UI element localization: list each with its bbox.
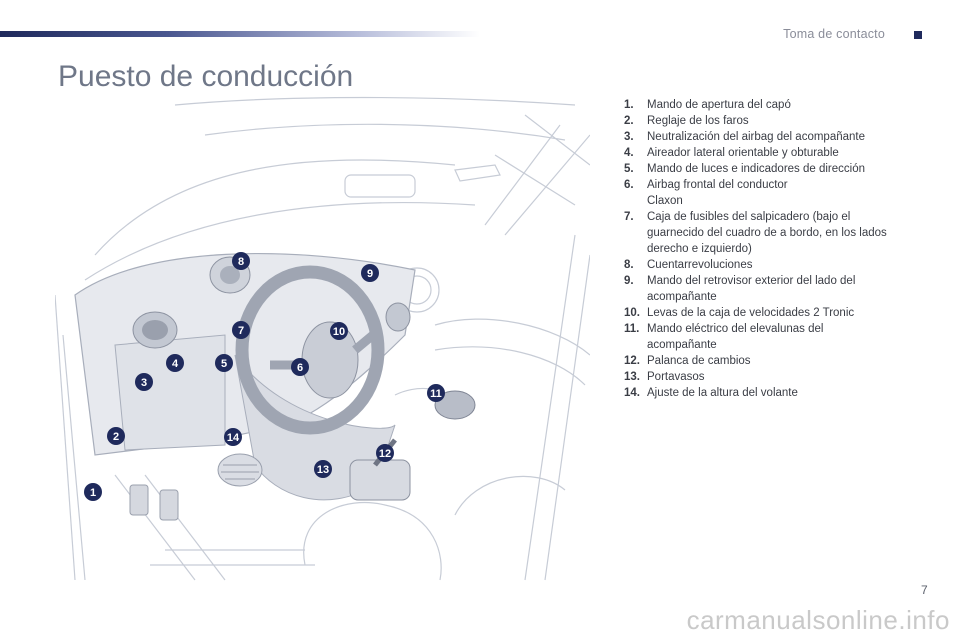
svg-text:6: 6: [296, 362, 304, 374]
legend-text: Portavasos: [647, 371, 705, 383]
callout-badge-13: [314, 460, 332, 478]
legend-number: 5.: [624, 163, 634, 175]
watermark-text: carmanualsonline.info: [686, 605, 950, 635]
svg-text:12: 12: [378, 448, 392, 460]
legend-text: Airbag frontal del conductor Claxon: [647, 179, 788, 207]
legend-text: Palanca de cambios: [647, 355, 751, 367]
svg-text:5: 5: [220, 358, 228, 370]
callout-badge-12: [376, 444, 394, 462]
callout-badge-6: [291, 358, 309, 376]
legend-item: [624, 97, 894, 113]
legend-text: Cuentarrevoluciones: [647, 259, 753, 271]
svg-text:10: 10: [332, 326, 346, 338]
legend-item: [624, 273, 894, 305]
legend-number: 14.: [624, 387, 640, 399]
header-gradient-bar: [0, 31, 480, 37]
cockpit-illustration: [55, 95, 590, 585]
legend-number: 11.: [624, 323, 640, 335]
callout-badge-2: [107, 427, 125, 445]
legend-number: 13.: [624, 371, 640, 383]
svg-text:7: 7: [237, 325, 245, 337]
legend-item: [624, 321, 894, 353]
legend-item: [624, 209, 894, 257]
legend-item: [624, 113, 894, 129]
component-legend: [624, 97, 894, 401]
legend-text: Reglaje de los faros: [647, 115, 749, 127]
legend-item: [624, 369, 894, 385]
svg-text:14: 14: [226, 432, 240, 444]
legend-text: Mando de apertura del capó: [647, 99, 791, 111]
callout-badge-3: [135, 373, 153, 391]
legend-text: Ajuste de la altura del volante: [647, 387, 798, 399]
legend-item: [624, 385, 894, 401]
legend-text: Mando eléctrico del elevalunas del acompañante: [647, 323, 824, 351]
legend-number: 4.: [624, 147, 634, 159]
svg-text:3: 3: [140, 377, 148, 389]
callout-badge-11: [427, 384, 445, 402]
legend-number: 9.: [624, 275, 634, 287]
legend-item: [624, 177, 894, 209]
legend-number: 10.: [624, 307, 640, 319]
legend-number: 8.: [624, 259, 634, 271]
callout-badge-5: [215, 354, 233, 372]
page-number: 7: [921, 583, 928, 597]
legend-number: 1.: [624, 99, 634, 111]
svg-text:11: 11: [430, 388, 442, 400]
legend-text: Aireador lateral orientable y obturable: [647, 147, 839, 159]
legend-item: [624, 161, 894, 177]
legend-number: 6.: [624, 179, 634, 191]
legend-text: Neutralización del airbag del acompañante: [647, 131, 866, 143]
legend-number: 3.: [624, 131, 634, 143]
svg-text:1: 1: [89, 487, 97, 499]
section-title: Toma de contacto: [783, 27, 885, 41]
callout-badge-8: [232, 252, 250, 270]
legend-number: 2.: [624, 115, 634, 127]
svg-text:9: 9: [366, 268, 374, 280]
legend-text: Levas de la caja de velocidades 2 Tronic: [647, 307, 855, 319]
svg-text:4: 4: [171, 358, 179, 370]
svg-text:2: 2: [112, 431, 120, 443]
legend-text: Mando del retrovisor exterior del lado del acompañante: [647, 275, 856, 303]
header-corner-square: [914, 31, 922, 39]
callout-badge-1: [84, 483, 102, 501]
callout-badge-9: [361, 264, 379, 282]
callout-badge-7: [232, 321, 250, 339]
legend-item: [624, 305, 894, 321]
legend-text: Caja de fusibles del salpicadero (bajo el guarnecido del cuadro de a bordo, en los lados derecho e izquierdo): [647, 211, 887, 255]
legend-number: 7.: [624, 211, 634, 223]
svg-text:13: 13: [316, 464, 330, 476]
legend-item: [624, 129, 894, 145]
callout-badge-4: [166, 354, 184, 372]
callout-badge-14: [224, 428, 242, 446]
svg-text:8: 8: [237, 256, 245, 268]
legend-item: [624, 145, 894, 161]
page-title: Puesto de conducción: [58, 60, 354, 93]
legend-number: 12.: [624, 355, 640, 367]
legend-text: Mando de luces e indicadores de dirección: [647, 163, 865, 175]
legend-item: [624, 257, 894, 273]
callout-badge-10: [330, 322, 348, 340]
legend-item: [624, 353, 894, 369]
